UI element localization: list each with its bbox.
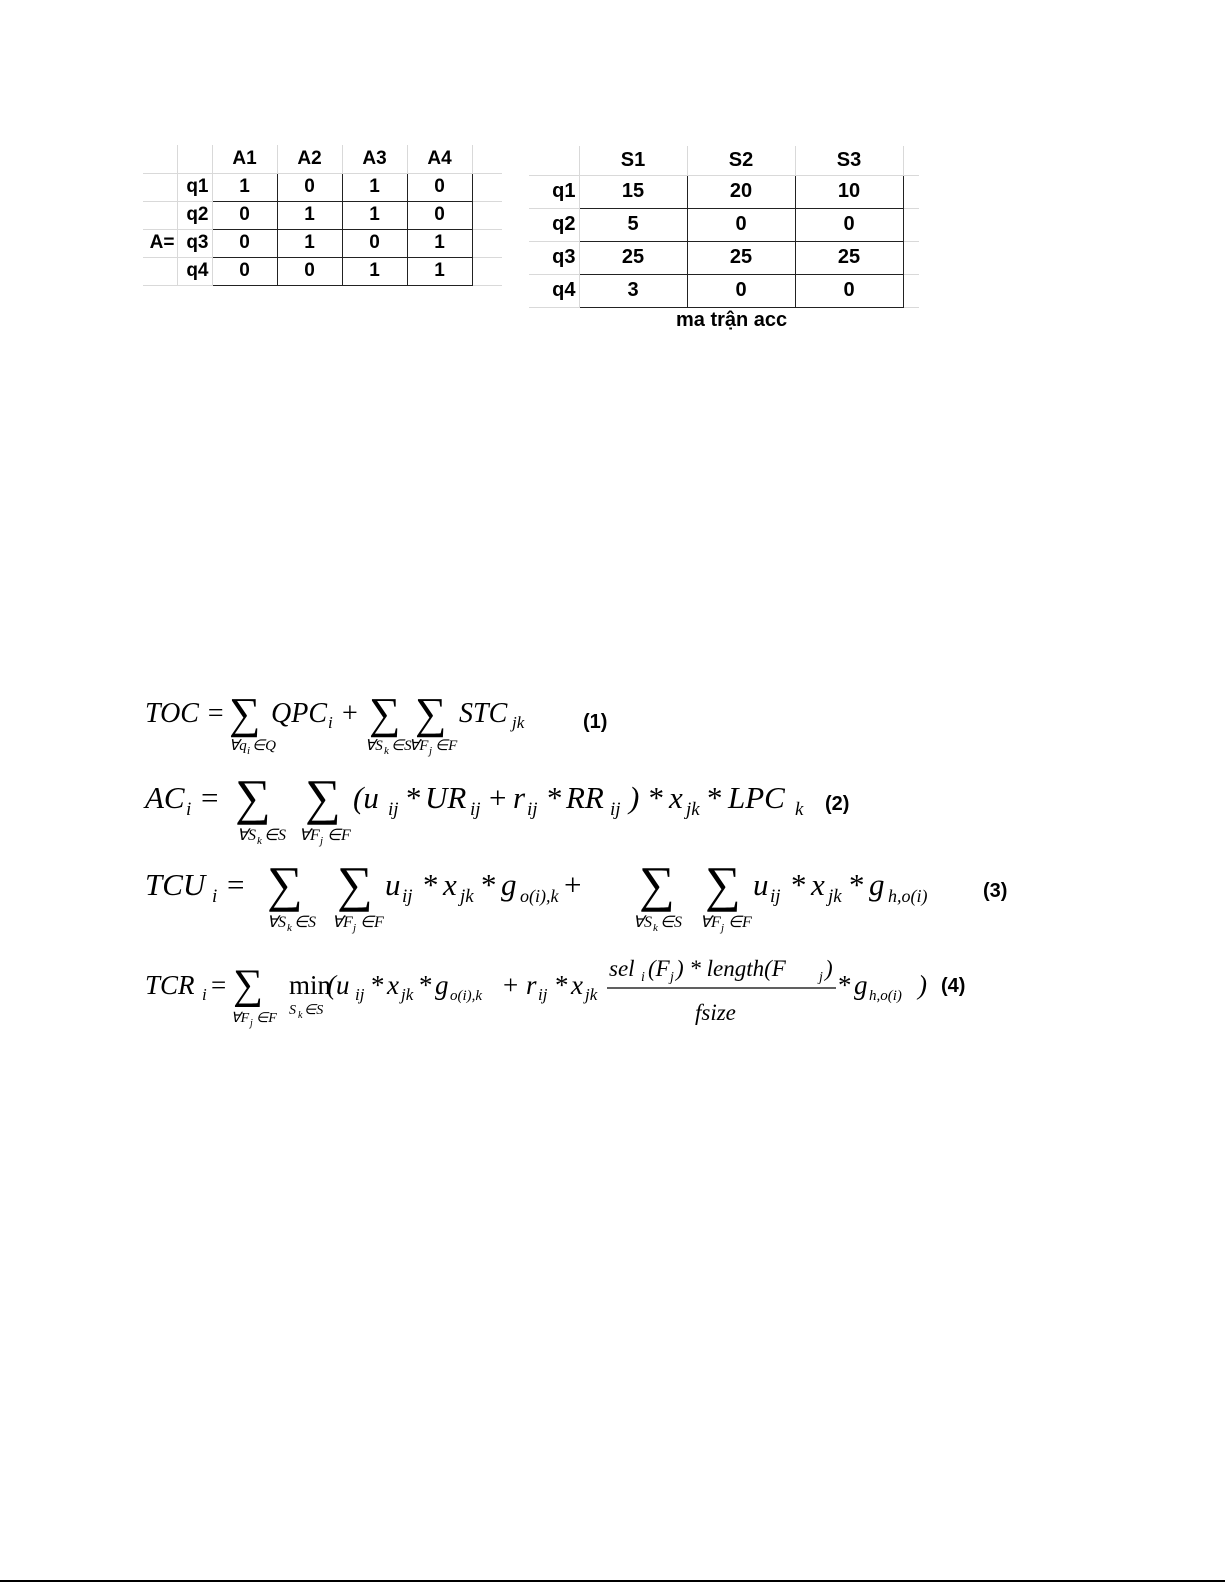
svg-text:i: i [202,985,207,1004]
svg-text:x: x [387,970,399,1000]
formula-4 [143,950,983,1029]
matrix-a-cell: 0 [277,173,342,201]
matrix-acc-col-header: S1 [579,146,687,175]
svg-text:∑: ∑ [639,856,675,912]
matrix-a-cell: 1 [342,257,407,285]
matrix-a-cell: 1 [212,173,277,201]
svg-text:+: + [342,698,358,729]
svg-text:h,o(i): h,o(i) [869,988,902,1004]
svg-text:(u: (u [327,970,350,1000]
svg-text:*: * [838,970,852,1000]
svg-text:) *: ) * [629,780,663,815]
svg-text:k: k [653,922,658,934]
matrix-a-cell: 0 [212,257,277,285]
svg-text:+: + [564,867,582,902]
svg-text:∑: ∑ [369,689,401,738]
svg-text:x: x [571,970,583,1000]
svg-text:TCU: TCU [145,867,206,902]
svg-text:): ) [918,970,927,1000]
svg-text:*: * [419,970,433,1000]
svg-text:AC: AC [145,780,185,815]
formula-2-number: (2) [825,793,850,815]
svg-text:ij: ij [770,886,781,907]
svg-text:r: r [513,780,526,815]
svg-text:h,o(i): h,o(i) [888,886,928,906]
matrix-acc-table [529,146,919,308]
matrix-acc-col-header: S3 [795,146,903,175]
matrix-a-label: A= [143,229,177,257]
matrix-acc-caption: ma trận acc [676,309,788,331]
formula-2-graphic [143,769,883,850]
matrix-a-cell: 1 [407,257,472,285]
matrix-a-row [143,173,502,201]
svg-text:k: k [257,835,262,847]
matrix-a-row-label: q1 [177,173,212,201]
svg-text:fsize: fsize [695,1000,736,1025]
matrix-a-header-row [143,145,502,173]
svg-text:TOC =: TOC = [145,698,225,729]
svg-text:k: k [795,799,804,820]
matrix-a-row [143,229,502,257]
svg-text:i: i [186,799,192,820]
formula-3 [143,855,1023,934]
svg-text:i: i [641,970,645,985]
svg-text:+: + [489,780,507,815]
svg-text:*: * [707,780,723,815]
svg-text:k: k [287,922,292,934]
matrix-acc-row-label: q3 [529,241,579,274]
formula-4-graphic [143,950,983,1030]
svg-text:u: u [385,867,401,902]
matrix-acc-cell: 0 [687,274,795,307]
svg-text:g: g [869,867,885,902]
svg-text:∀S: ∀S [633,914,652,931]
svg-text:sel: sel [609,956,635,981]
matrix-a-row-label: q2 [177,201,212,229]
matrix-acc-col-header: S2 [687,146,795,175]
svg-text:ij: ij [470,799,481,820]
matrix-acc-cell: 3 [579,274,687,307]
svg-text:i: i [328,713,333,732]
svg-text:jk: jk [828,886,842,907]
svg-text:∀F: ∀F [409,738,429,754]
svg-text:UR: UR [425,780,467,815]
svg-text:min: min [289,970,332,1000]
svg-text:∀S: ∀S [267,914,286,931]
svg-text:∈S: ∈S [391,738,412,754]
formula-1 [143,690,663,760]
matrix-a-col-header: A2 [277,145,342,173]
formula-2 [143,769,883,847]
svg-text:∑: ∑ [233,962,263,1008]
matrix-acc-row-label: q4 [529,274,579,307]
matrix-a-cell: 0 [277,257,342,285]
matrix-a-cell: 1 [277,229,342,257]
svg-text:x: x [811,867,825,902]
formula-3-graphic [143,855,1023,937]
matrix-acc-row-label: q1 [529,175,579,208]
matrix-acc-cell: 20 [687,175,795,208]
svg-text:*: * [406,780,422,815]
svg-text:j: j [819,970,823,985]
svg-text:j: j [353,922,357,934]
matrix-a-row-label: q3 [177,229,212,257]
svg-text:jk: jk [585,985,598,1004]
formula-1-graphic [143,690,663,760]
svg-text:TCR: TCR [145,970,195,1000]
formula-3-number: (3) [983,880,1008,902]
formula-4-number: (4) [941,975,966,997]
svg-text:∀S: ∀S [237,827,256,844]
svg-text:RR: RR [566,780,604,815]
matrix-a-row [143,257,502,285]
svg-text:∑: ∑ [267,856,303,912]
svg-text:∈F: ∈F [728,914,752,931]
matrix-a-cell: 1 [342,173,407,201]
page-bottom-rule [0,1580,1225,1582]
svg-text:o(i),k: o(i),k [450,988,483,1004]
matrix-acc-cell: 25 [687,241,795,274]
svg-text:jk: jk [512,713,525,732]
svg-text:i: i [212,886,218,907]
svg-text:∀F: ∀F [231,1011,250,1026]
svg-text:): ) [825,956,833,981]
svg-text:j: j [250,1018,253,1029]
svg-text:QPC: QPC [271,698,327,729]
svg-text:ij: ij [538,985,548,1004]
matrix-acc-cell: 25 [579,241,687,274]
svg-text:∑: ∑ [705,856,741,912]
matrix-a-col-header: A1 [212,145,277,173]
svg-text:j: j [429,745,433,757]
svg-text:j: j [320,835,324,847]
svg-text:∀F: ∀F [700,914,721,931]
svg-text:∀F: ∀F [299,827,320,844]
svg-text:ij: ij [527,799,538,820]
matrix-a-cell: 1 [342,201,407,229]
matrix-acc-row [529,208,919,241]
svg-text:*: * [481,867,497,902]
svg-text:*: * [791,867,807,902]
svg-text:jk: jk [686,799,700,820]
matrix-acc-row [529,274,919,307]
matrix-acc-cell: 0 [795,274,903,307]
svg-text:∈S: ∈S [304,1003,324,1018]
svg-text:i: i [247,745,251,757]
svg-text:=: = [227,867,245,902]
svg-text:ij: ij [402,886,413,907]
matrix-a-cell: 1 [277,201,342,229]
svg-text:∈S: ∈S [660,914,682,931]
svg-text:jk: jk [401,985,414,1004]
svg-text:) * length(F: ) * length(F [676,956,786,981]
svg-text:g: g [854,970,868,1000]
svg-text:*: * [423,867,439,902]
svg-text:j: j [670,970,674,985]
svg-text:(u: (u [353,780,379,815]
svg-text:ij: ij [355,985,365,1004]
svg-text:x: x [443,867,457,902]
svg-text:ij: ij [388,799,399,820]
svg-text:=: = [201,780,219,815]
svg-text:*: * [371,970,385,1000]
svg-text:S: S [289,1003,296,1018]
svg-text:g: g [435,970,449,1000]
svg-text:STC: STC [459,698,508,729]
svg-text:*: * [849,867,865,902]
svg-text:LPC: LPC [728,780,785,815]
svg-text:k: k [384,745,389,757]
svg-text:∈S: ∈S [294,914,316,931]
matrix-a-cell: 1 [407,229,472,257]
matrix-a-cell: 0 [212,229,277,257]
matrix-acc-row-label: q2 [529,208,579,241]
svg-text:∀q: ∀q [229,738,247,754]
matrix-acc-cell: 15 [579,175,687,208]
svg-text:∑: ∑ [229,689,261,738]
matrix-acc-cell: 25 [795,241,903,274]
matrix-acc-cell: 0 [795,208,903,241]
matrix-a-cell: 0 [342,229,407,257]
svg-text:∈F: ∈F [327,827,351,844]
svg-text:x: x [669,780,683,815]
svg-text:∈S: ∈S [264,827,286,844]
svg-text:+: + [503,970,519,1000]
matrix-a-cell: 0 [212,201,277,229]
svg-text:(F: (F [648,956,670,981]
svg-text:g: g [501,867,517,902]
matrix-acc-cell: 10 [795,175,903,208]
svg-text:jk: jk [460,886,474,907]
matrix-a-row [143,201,502,229]
svg-text:∈F: ∈F [256,1011,277,1026]
matrix-a-row-label: q4 [177,257,212,285]
svg-text:∑: ∑ [235,769,271,825]
svg-text:∈F: ∈F [435,738,458,754]
svg-text:*: * [555,970,569,1000]
matrix-a-cell: 0 [407,173,472,201]
matrix-acc-cell: 5 [579,208,687,241]
formula-1-number: (1) [583,711,608,733]
svg-text:r: r [526,970,537,1000]
matrix-acc-cell: 0 [687,208,795,241]
svg-text:*: * [547,780,563,815]
svg-text:=: = [211,970,227,1000]
svg-text:∈F: ∈F [360,914,384,931]
svg-text:∑: ∑ [305,769,341,825]
svg-text:∀F: ∀F [332,914,353,931]
svg-text:j: j [721,922,725,934]
svg-text:∀S: ∀S [365,738,383,754]
matrix-acc-header-row [529,146,919,175]
svg-text:k: k [298,1010,303,1021]
matrix-a-cell: 0 [407,201,472,229]
svg-text:∑: ∑ [415,689,447,738]
svg-text:u: u [753,867,769,902]
svg-text:∈Q: ∈Q [252,738,276,754]
matrix-a-col-header: A3 [342,145,407,173]
svg-text:∑: ∑ [337,856,373,912]
svg-text:o(i),k: o(i),k [520,886,559,906]
matrix-acc-row [529,175,919,208]
matrix-acc-row [529,241,919,274]
matrix-a-col-header: A4 [407,145,472,173]
matrix-a-table [143,145,502,286]
svg-text:ij: ij [610,799,621,820]
